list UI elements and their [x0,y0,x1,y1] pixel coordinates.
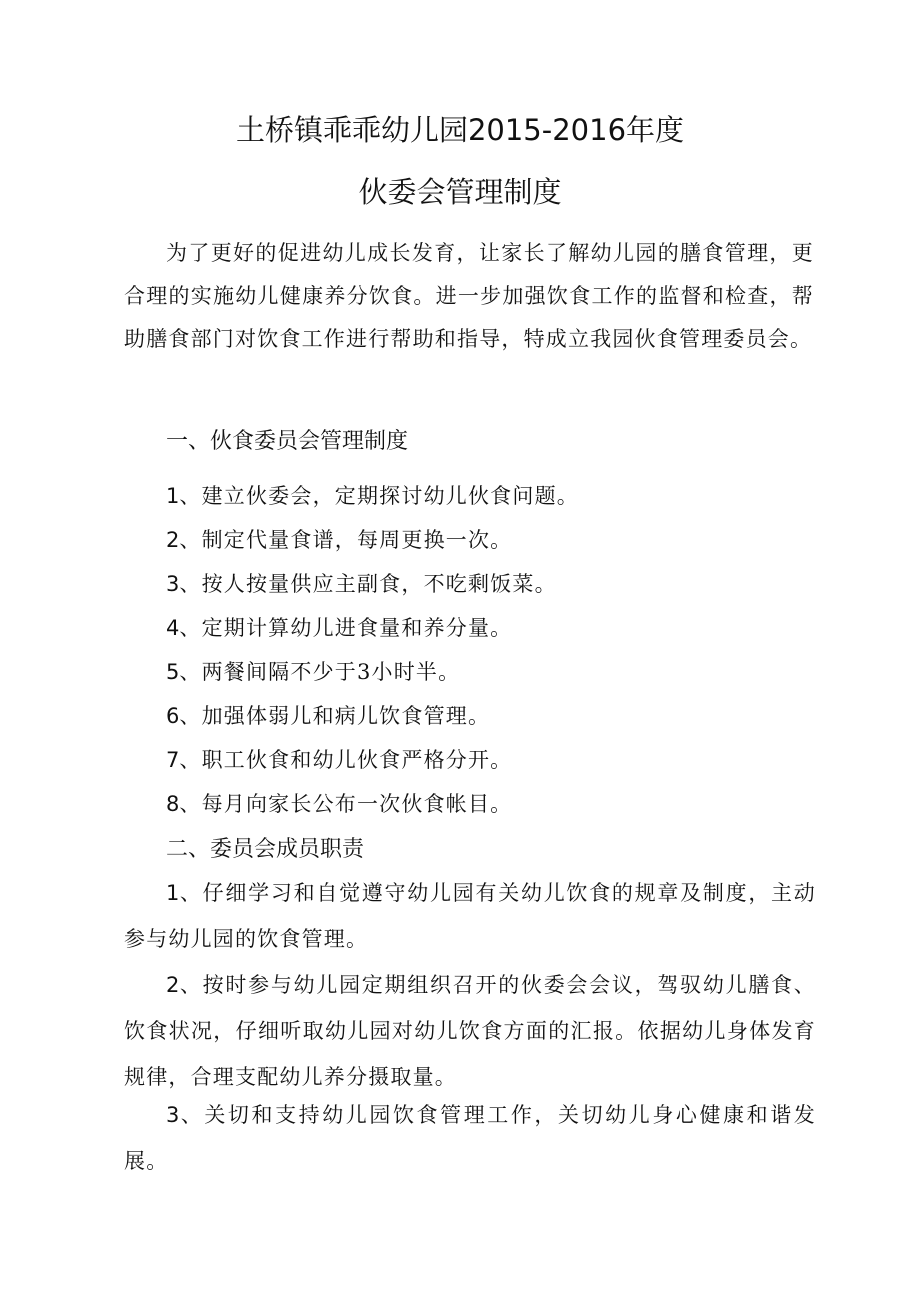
rule-item-6 [166,701,490,731]
intro-paragraph: 为了更好的促进幼儿成长发育，让家长了解幼儿园的膳食管理，更合理的实施幼儿健康养分饮食。进一步加强饮食工作的监督和检查，帮助膳食部门对饮食工作进行帮助和指导，特成立我园伙食管理委员会。 [124,241,814,351]
rule-item-2-number: 2 [166,528,180,552]
duty-item-3 [124,1092,816,1184]
rule-item-2 [166,525,512,555]
rule-item-4 [166,613,512,643]
rule-item-4-number: 4 [166,616,180,640]
duty-item-1-text: 、仔细学习和自觉遵守幼儿园有关幼儿饮食的规章及制度，主动参与幼儿园的饮食管理。 [124,881,816,951]
section-2-heading: 二、委员会成员职责 [166,837,365,862]
duty-item-3-text: 、关切和支持幼儿园饮食管理工作，关切幼儿身心健康和谐发展。 [124,1103,816,1173]
rule-item-5 [166,657,460,687]
rule-item-2-text: 、制定代量食谱，每周更换一次。 [179,528,513,552]
rule-item-7-number: 7 [166,748,180,772]
rule-item-1-number: 1 [166,484,180,508]
rule-item-6-number: 6 [166,704,180,728]
rule-item-5-text: 、两餐间隔不少于3小时半。 [179,660,461,684]
rule-item-3-text: 、按人按量供应主副食，不吃剩饭菜。 [179,572,557,596]
duty-item-2-number: 2 [166,973,180,997]
duty-item-2-text: 、按时参与幼儿园定期组织召开的伙委会会议，驾驭幼儿膳食、饮食状况，仔细听取幼儿园对幼儿饮食方面的汇报。依据幼儿身体发育规律，合理支配幼儿养分摄取量。 [124,973,816,1089]
duty-item-3-number: 3 [166,1103,180,1127]
rule-item-3-number: 3 [166,572,180,596]
rule-item-8 [166,789,512,819]
rule-item-7-text: 、职工伙食和幼儿伙食严格分开。 [179,748,513,772]
duty-item-1-number: 1 [166,881,180,905]
document-title: 土桥镇乖乖幼儿园2015-2016年度 [235,113,685,147]
document-subtitle: 伙委会管理制度 [358,175,562,209]
rule-item-6-text: 、加强体弱儿和病儿饮食管理。 [179,704,491,728]
rule-item-3 [166,569,557,599]
duty-item-1 [124,870,816,962]
rule-item-8-text: 、每月向家长公布一次伙食帐目。 [179,792,513,816]
rule-item-7 [166,745,512,775]
rule-item-1-text: 、建立伙委会，定期探讨幼儿伙食问题。 [179,484,579,508]
section-1-heading: 一、伙食委员会管理制度 [166,429,409,454]
rule-item-4-text: 、定期计算幼儿进食量和养分量。 [179,616,513,640]
rule-item-5-number: 5 [166,660,180,684]
rule-item-8-number: 8 [166,792,180,816]
rule-item-1 [166,481,579,511]
duty-item-2 [124,962,816,1100]
